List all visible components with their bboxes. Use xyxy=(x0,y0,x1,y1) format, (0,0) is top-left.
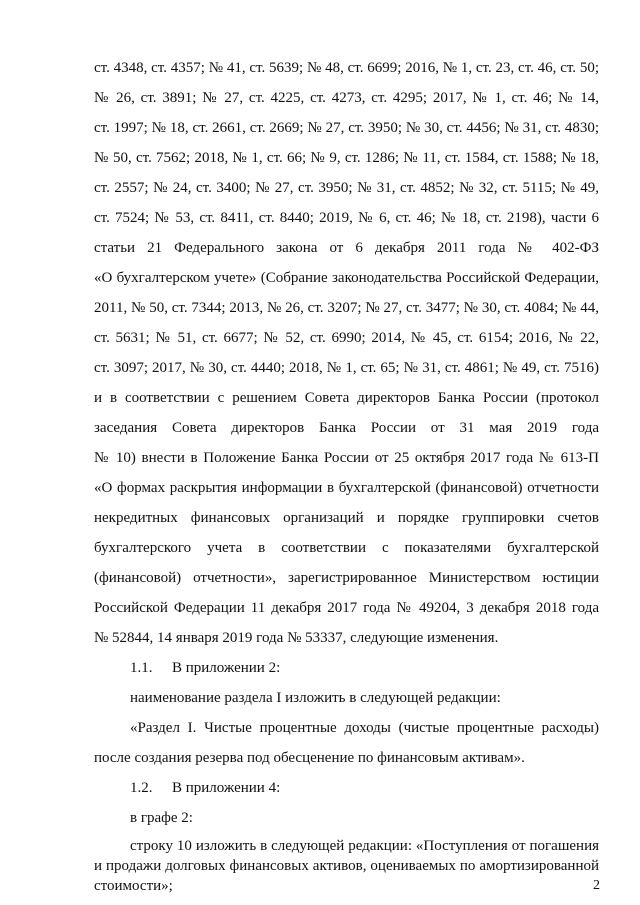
intro-line-12: и в соответствии с решением Совета директоров Банка России (протокол xyxy=(94,390,599,406)
intro-line-11: ст. 3097; 2017, № 30, ст. 4440; 2018, № 1, ст. 65; № 31, ст. 4861; № 49, ст. 7516) xyxy=(94,360,599,376)
intro-line-19: Российской Федерации 11 декабря 2017 года № 49204, 3 декабря 2018 года xyxy=(94,600,599,616)
intro-line-8: «О бухгалтерском учете» (Собрание законодательства Российской Федерации, xyxy=(94,270,599,286)
intro-line-15: «О формах раскрытия информации в бухгалтерской (финансовой) отчетности xyxy=(94,480,599,496)
intro-line-10: ст. 5631; № 51, ст. 6677; № 52, ст. 6990; 2014, № 45, ст. 6154; 2016, № 22, xyxy=(94,330,599,346)
intro-line-7: статьи 21 Федерального закона от 6 декабря 2011 года № 402-ФЗ xyxy=(94,240,599,256)
item-1-1-instruction: наименование раздела I изложить в следующей редакции: xyxy=(130,690,501,706)
intro-line-13: заседания Совета директоров Банка России от 31 мая 2019 года xyxy=(94,420,599,436)
intro-line-14: № 10) внести в Положение Банка России от 25 октября 2017 года № 613-П xyxy=(94,450,599,466)
intro-line-9: 2011, № 50, ст. 7344; 2013, № 26, ст. 3207; № 27, ст. 3477; № 30, ст. 4084; № 44, xyxy=(94,300,599,316)
intro-line-3: ст. 1997; № 18, ст. 2661, ст. 2669; № 27, ст. 3950; № 30, ст. 4456; № 31, ст. 4830; xyxy=(94,120,599,136)
intro-line-6: ст. 7524; № 53, ст. 8411, ст. 8440; 2019, № 6, ст. 46; № 18, ст. 2198), части 6 xyxy=(94,210,599,226)
intro-line-4: № 50, ст. 7562; 2018, № 1, ст. 66; № 9, ст. 1286; № 11, ст. 1584, ст. 1588; № 18, xyxy=(94,150,599,166)
intro-line-2: № 26, ст. 3891; № 27, ст. 4225, ст. 4273, ст. 4295; 2017, № 1, ст. 46; № 14, xyxy=(94,90,599,106)
intro-line-20: № 52844, 14 января 2019 года № 53337, следующие изменения. xyxy=(94,630,499,646)
item-1-1-number: 1.1. xyxy=(130,660,153,676)
intro-line-16: некредитных финансовых организаций и порядке группировки счетов xyxy=(94,510,599,526)
item-1-2-heading: В приложении 4: xyxy=(172,780,281,796)
intro-line-5: ст. 2557; № 24, ст. 3400; № 27, ст. 3950; № 31, ст. 4852; № 32, ст. 5115; № 49, xyxy=(94,180,599,196)
intro-line-17: бухгалтерского учета в соответствии с показателями бухгалтерской xyxy=(94,540,599,556)
item-1-1-quote-line-1: «Раздел I. Чистые процентные доходы (чистые процентные расходы) xyxy=(130,720,599,736)
item-1-2-number: 1.2. xyxy=(130,780,153,796)
intro-line-18: (финансовой) отчетности», зарегистрированное Министерством юстиции xyxy=(94,570,599,586)
item-1-1-heading: В приложении 2: xyxy=(172,660,281,676)
item-1-2-row-line-3: стоимости»; xyxy=(94,878,173,894)
page-number: 2 xyxy=(593,878,600,893)
item-1-2-column-ref: в графе 2: xyxy=(130,810,193,826)
item-1-2-row-line-1: строку 10 изложить в следующей редакции: «Поступления от погашения xyxy=(130,838,599,854)
item-1-1-quote-line-2: после создания резерва под обесценение по финансовым активам». xyxy=(94,750,525,766)
item-1-2-row-line-2: и продажи долговых финансовых активов, оцениваемых по амортизированной xyxy=(94,858,599,874)
intro-line-1: ст. 4348, ст. 4357; № 41, ст. 5639; № 48, ст. 6699; 2016, № 1, ст. 23, ст. 46, ст. 50; xyxy=(94,60,599,76)
